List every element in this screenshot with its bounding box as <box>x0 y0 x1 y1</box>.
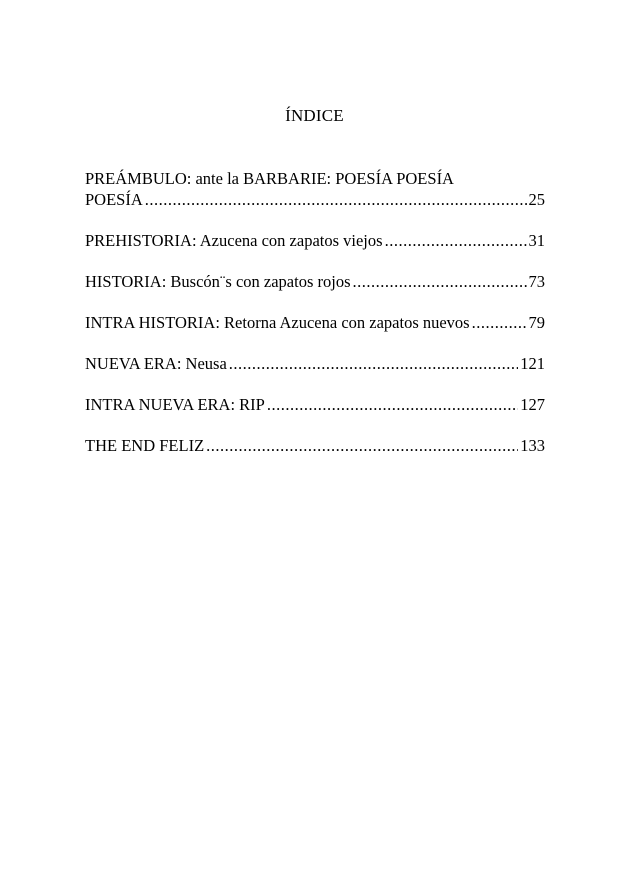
toc-entry-the-end-feliz <box>85 435 545 456</box>
toc-entry-intra-nueva-era <box>85 394 545 415</box>
toc-entry-line2 <box>85 189 545 210</box>
toc-entry-label: POESÍA <box>85 190 143 209</box>
dot-leader <box>472 312 527 333</box>
toc-entry-row <box>85 271 545 292</box>
toc-page-number: 121 <box>520 354 545 373</box>
toc-entry-label: NUEVA ERA: Neusa <box>85 354 227 373</box>
toc-entry-preambulo <box>85 168 545 210</box>
toc-entry-label: THE END FELIZ <box>85 436 205 455</box>
toc-entry-label: PREHISTORIA: Azucena con zapatos viejos <box>85 231 383 250</box>
toc-page-number: 133 <box>520 436 545 455</box>
dot-leader <box>206 435 518 456</box>
toc-page-number: 127 <box>520 395 545 414</box>
dot-leader <box>353 271 527 292</box>
toc-entry-label: HISTORIA: Buscón¨s con zapatos rojos <box>85 272 351 291</box>
toc-entry-label: INTRA HISTORIA: Retorna Azucena con zapatos nuevos <box>85 313 470 332</box>
toc-entry-row <box>85 394 545 415</box>
dot-leader <box>385 230 527 251</box>
toc-entry-row <box>85 312 545 333</box>
toc-page-number: 79 <box>528 313 545 332</box>
toc-page-number: 73 <box>528 272 545 291</box>
toc-entry-label: INTRA NUEVA ERA: RIP <box>85 395 265 414</box>
index-title: ÍNDICE <box>285 106 344 125</box>
toc-page-number: 31 <box>528 231 545 250</box>
toc-entry-historia <box>85 271 545 292</box>
toc-page-number: 25 <box>528 190 545 209</box>
table-of-contents <box>85 168 545 476</box>
toc-entry-row <box>85 230 545 251</box>
toc-entry-row <box>85 435 545 456</box>
dot-leader <box>145 189 527 210</box>
toc-entry-nueva-era <box>85 353 545 374</box>
dot-leader <box>267 394 518 415</box>
dot-leader <box>229 353 518 374</box>
toc-entry-row <box>85 353 545 374</box>
toc-entry-intra-historia <box>85 312 545 333</box>
toc-entry-prehistoria <box>85 230 545 251</box>
toc-entry-label-line1: PREÁMBULO: ante la BARBARIE: POESÍA POESÍA <box>85 169 454 188</box>
